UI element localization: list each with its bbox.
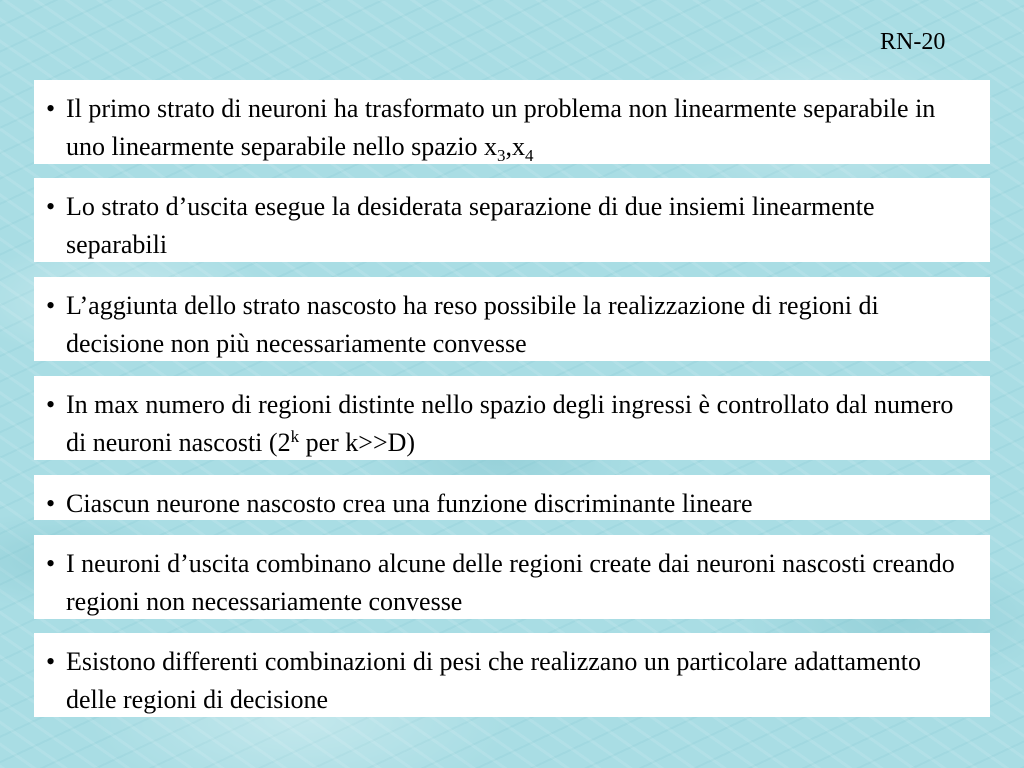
bullet-box-2	[34, 178, 990, 262]
bullet-icon: •	[46, 291, 56, 320]
bullet-box-4	[34, 376, 990, 460]
bullet-box-3	[34, 277, 990, 361]
subscript: 3	[497, 146, 506, 165]
list-item	[46, 545, 970, 621]
bullet-box-5	[34, 475, 990, 520]
list-item	[46, 287, 970, 363]
bullet-text: Lo strato d’uscita esegue la desiderata separazione di due insiemi linearmente separabili	[66, 192, 875, 259]
list-item	[46, 386, 970, 462]
list-item	[46, 485, 970, 523]
bullet-icon: •	[46, 549, 56, 578]
bullet-icon: •	[46, 489, 56, 518]
bullet-icon: •	[46, 192, 56, 221]
bullet-text: L’aggiunta dello strato nascosto ha reso possibile la realizzazione di regioni di decisione non più necessariamente convesse	[66, 291, 879, 358]
bullet-icon: •	[46, 94, 56, 123]
superscript: k	[290, 427, 300, 446]
bullet-text: I neuroni d’uscita combinano alcune delle regioni create dai neuroni nascosti creando regioni non necessariamente convesse	[66, 549, 955, 616]
slide-number: RN-20	[880, 29, 946, 55]
list-item	[46, 90, 970, 166]
bullet-text: Ciascun neurone nascosto crea una funzione discriminante lineare	[66, 489, 753, 518]
bullet-icon: •	[46, 647, 56, 676]
bullet-text: Il primo strato di neuroni ha trasformato un problema non linearmente separabile in uno linearmente separabile nello spazio $x_3,x_4$	[66, 94, 936, 165]
bullet-icon: •	[46, 390, 56, 419]
bullet-box-7	[34, 633, 990, 717]
bullet-box-1	[34, 80, 990, 164]
bullet-text: In max numero di regioni distinte nello spazio degli ingressi è controllato dal numero di neuroni nascosti (2$^k$ per k>>D)	[66, 390, 954, 457]
bullet-text: Esistono differenti combinazioni di pesi che realizzano un particolare adattamento delle regioni di decisione	[66, 647, 922, 714]
subscript: 4	[525, 146, 534, 165]
list-item	[46, 643, 970, 719]
bullet-box-6	[34, 535, 990, 619]
list-item	[46, 188, 970, 264]
